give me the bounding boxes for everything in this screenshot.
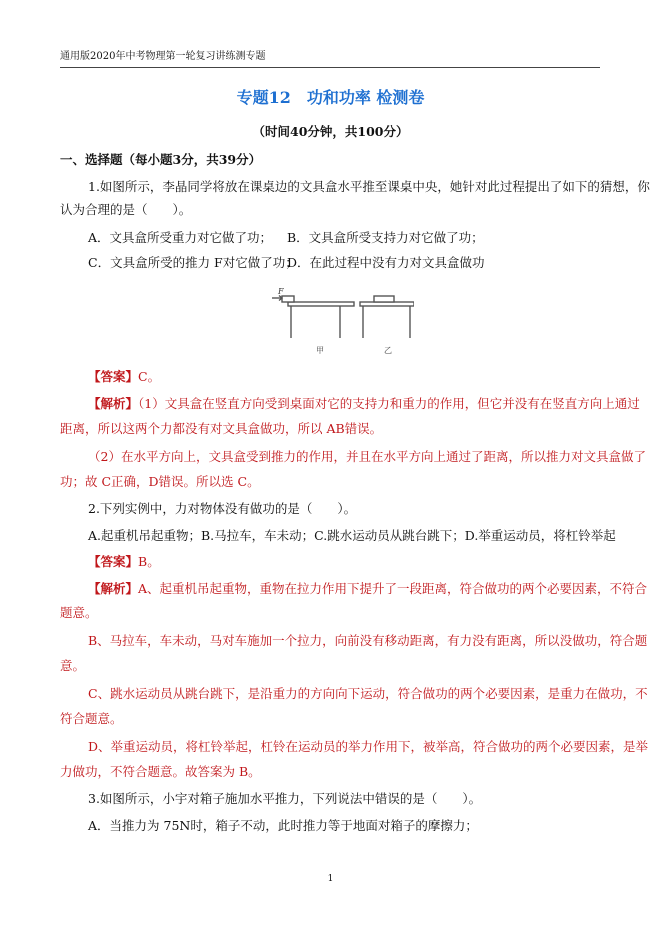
q1-option-d: D．在此过程中没有力对文具盒做功 [287, 255, 485, 270]
answer-tag: 【答案】 [88, 369, 139, 384]
analysis-tag: 【解析】 [88, 581, 139, 596]
q1-stem-line1: 1.如图所示，李晶同学将放在课桌边的文具盒水平推至课桌中央，她针对此过程提出了如下的猜想，你 [88, 179, 650, 194]
q2-analysis-line6: 符合题意。 [60, 711, 123, 726]
q2-analysis-line4: 意。 [60, 658, 86, 673]
section-heading: 一、选择题（每小题3分，共39分） [60, 152, 262, 167]
q2-analysis-line7: D、举重运动员，将杠铃举起，杠铃在运动员的举力作用下，被举高，符合做功的两个必要因素，是举 [88, 739, 649, 754]
q1-analysis-line4: 功；故 C正确，D错误。所以选 C。 [60, 474, 260, 489]
q1-analysis-line1 [88, 395, 640, 413]
q2-analysis-line8: 力做功，不符合题意。故答案为 B。 [60, 764, 261, 779]
q2-analysis-line5: C、跳水运动员从跳台跳下，是沿重力的方向向下运动，符合做功的两个必要因素，是重力在做功，不 [88, 686, 648, 701]
answer-value: B。 [138, 554, 160, 569]
q1-answer [88, 368, 605, 386]
page-number: 1 [327, 874, 334, 884]
q3-option-a: A．当推力为 75N时，箱子不动，此时推力等于地面对箱子的摩擦力； [88, 818, 478, 833]
q2-stem: 2.下列实例中，力对物体没有做功的是（ ）。 [88, 501, 357, 516]
analysis-text: A、起重机吊起重物，重物在拉力作用下提升了一段距离，符合做功的两个必要因素，不符合 [138, 581, 648, 596]
force-label: F [278, 287, 284, 296]
q1-analysis-line2: 距离，所以这两个力都没有对文具盒做功，所以 AB错误。 [60, 421, 383, 436]
page-title: 专题12 功和功率 检测卷 [236, 88, 425, 107]
q1-stem-line2: 认为合理的是（ ）。 [60, 202, 192, 217]
answer-tag: 【答案】 [88, 554, 139, 569]
q1-option-a: A．文具盒所受重力对它做了功； [88, 230, 273, 245]
page-subtitle: （时间40分钟，共100分） [252, 124, 409, 139]
answer-value: C。 [138, 369, 161, 384]
q2-analysis-line1 [88, 580, 648, 598]
q1-option-b: B．文具盒所受支持力对它做了功； [287, 230, 484, 245]
analysis-tag: 【解析】 [88, 396, 139, 411]
q2-answer [88, 553, 605, 571]
q2-analysis-line2: 题意。 [60, 605, 98, 620]
q1-analysis-line3: （2）在水平方向上，文具盒受到推力的作用，并且在水平方向上通过了距离，所以推力对文具盒做了 [88, 449, 646, 464]
analysis-text: （1）文具盒在竖直方向受到桌面对它的支持力和重力的作用，但它并没有在竖直方向上通过 [138, 396, 640, 411]
page-header: 通用版2020年中考物理第一轮复习讲练测专题 [60, 50, 600, 68]
q3-stem: 3.如图所示，小宇对箱子施加水平推力，下列说法中错误的是（ ）。 [88, 791, 482, 806]
figure-label-right: 乙 [384, 346, 392, 355]
figure-label-left: 甲 [316, 346, 324, 355]
q1-option-c: C．文具盒所受的推力 F对它做了功； [88, 255, 298, 270]
q1-figure-desks [264, 283, 414, 358]
q2-options: A.起重机吊起重物；B.马拉车，车未动；C.跳水运动员从跳台跳下；D.举重运动员，将杠铃举起 [88, 528, 616, 543]
q2-analysis-line3: B、马拉车，车未动，马对车施加一个拉力，向前没有移动距离，有力没有距离，所以没做功，符合题 [88, 633, 648, 648]
